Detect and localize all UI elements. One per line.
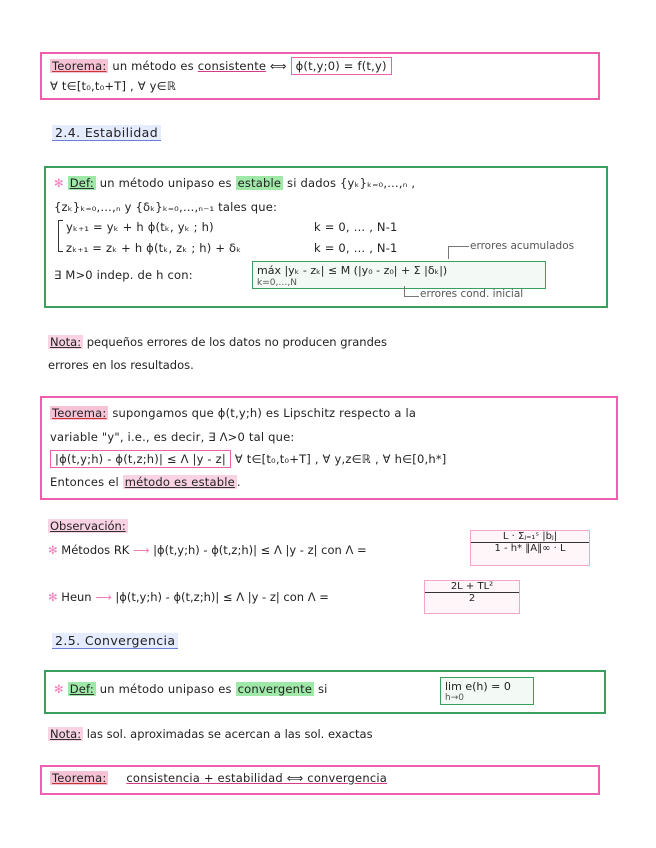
rk-fraction-top: L · Σⱼ₌₁ˢ |bⱼ| — [471, 531, 589, 543]
note-2-line — [48, 727, 373, 741]
theorem-equivalence-text: consistencia + estabilidad ⟺ — [126, 771, 308, 785]
def-stable-eq2: zₖ₊₁ = zₖ + h ϕ(tₖ, zₖ ; h) + δₖ — [66, 241, 242, 255]
note-1-line1 — [48, 335, 387, 349]
stable-word: estable — [237, 176, 282, 190]
star-icon: ✻ — [54, 176, 64, 190]
theorem-text: un método es — [108, 59, 198, 73]
lipschitz-quantifiers: ∀ t∈[t₀,t₀+T] , ∀ y,z∈ℝ , ∀ h∈[0,h*] — [230, 452, 447, 466]
stability-inequality: máx |yₖ - zₖ| ≤ M (|y₀ - z₀| + Σ |δₖ|) — [257, 264, 448, 277]
observation-heun-line — [48, 590, 329, 604]
theorem-lipschitz-line4 — [50, 475, 241, 489]
heun-fraction-top: 2L + TL² — [425, 581, 519, 593]
def-stable-line1 — [54, 176, 415, 190]
note-text: las sol. aproximadas se acercan a las sol. exactas — [83, 727, 373, 741]
convergence-word: convergencia — [307, 771, 387, 785]
section-2-5-title: 2.5. Convergencia — [52, 633, 178, 648]
theorem-consistency-line2: ∀ t∈[t₀,t₀+T] , ∀ y∈ℝ — [50, 79, 177, 93]
iff-symbol: ⟺ — [266, 59, 291, 73]
def-stable-eq1-k: k = 0, … , N-1 — [314, 220, 398, 234]
theorem-conclusion-pre: Entonces el — [50, 475, 123, 489]
rk-lambda-fraction — [470, 530, 590, 566]
arrow-right-icon: ⟶ — [133, 543, 154, 557]
stability-inequality-box — [252, 261, 546, 289]
theorem-lipschitz-line3 — [50, 452, 446, 466]
def-stable-line5: ∃ M>0 indep. de h con: — [54, 268, 193, 282]
system-brace — [58, 220, 63, 252]
def-text: un método unipaso es — [95, 682, 236, 696]
observation-rk-line — [48, 543, 367, 557]
theorem-equivalence-box — [40, 765, 600, 795]
theorem-consistency-box — [40, 52, 600, 100]
heun-formula: |ϕ(t,y;h) - ϕ(t,z;h)| ≤ Λ |y - z| con Λ = — [115, 590, 329, 604]
def-text-post: si — [314, 682, 328, 696]
note-label: Nota: — [50, 727, 82, 741]
arrow-right-icon: ⟶ — [95, 590, 116, 604]
theorem-text: supongamos que ϕ(t,y;h) es Lipschitz respecto a la — [108, 406, 417, 420]
def-text: un método unipaso es — [95, 176, 236, 190]
annotation-accumulated-errors: errores acumulados — [470, 240, 575, 252]
def-label: Def: — [69, 176, 94, 190]
rk-formula: |ϕ(t,y;h) - ϕ(t,z;h)| ≤ Λ |y - z| con Λ = — [153, 543, 367, 557]
heun-lambda-fraction — [424, 580, 520, 614]
section-2-4-title: 2.4. Estabilidad — [52, 125, 161, 140]
theorem-conclusion-post: . — [236, 475, 241, 489]
lipschitz-formula: |ϕ(t,y;h) - ϕ(t,z;h)| ≤ Λ |y - z| — [50, 450, 231, 468]
convergent-word: convergente — [237, 682, 313, 696]
theorem-label: Teorema: — [52, 406, 107, 420]
annotation-pointer-2 — [404, 286, 419, 297]
note-text: pequeños errores de los datos no producen grandes — [83, 335, 387, 349]
theorem-lipschitz-line2: variable "y", i.e., es decir, ∃ Λ>0 tal que: — [50, 430, 295, 444]
def-stable-line2: {zₖ}ₖ₌₀,…,ₙ y {δₖ}ₖ₌₀,…,ₙ₋₁ tales que: — [54, 200, 278, 214]
star-icon: ✻ — [48, 590, 58, 604]
consistent-word: consistente — [197, 59, 267, 73]
rk-label: Métodos RK — [61, 543, 130, 557]
annotation-initial-errors: errores cond. inicial — [420, 288, 524, 300]
consistency-formula: ϕ(t,y;0) = f(t,y) — [291, 57, 392, 75]
theorem-label: Teorema: — [52, 771, 107, 785]
theorem-consistency-line1 — [50, 59, 392, 73]
star-icon: ✻ — [48, 543, 58, 557]
theorem-equivalence-line — [50, 771, 387, 785]
definition-convergent-box — [44, 670, 606, 714]
annotation-pointer-1 — [448, 246, 469, 259]
stability-inequality-sub: k=0,…,N — [257, 278, 297, 288]
note-label: Nota: — [50, 335, 82, 349]
definition-stable-box — [44, 166, 608, 308]
rk-fraction-bottom: 1 - h* ‖A‖∞ · L — [494, 543, 566, 554]
note-1-line2: errores en los resultados. — [48, 358, 194, 372]
def-text-post: si dados {yₖ}ₖ₌₀,…,ₙ , — [283, 176, 416, 190]
method-stable-phrase: método es estable — [124, 475, 235, 489]
def-stable-eq2-k: k = 0, … , N-1 — [314, 241, 398, 255]
convergence-formula-box — [440, 677, 534, 705]
def-label: Def: — [69, 682, 94, 696]
heun-fraction-bottom: 2 — [468, 593, 476, 604]
heun-label: Heun — [61, 590, 92, 604]
theorem-lipschitz-box — [40, 396, 618, 500]
convergence-formula: lim e(h) = 0 — [445, 680, 511, 693]
def-convergent-line — [54, 682, 328, 696]
convergence-formula-sub: h→0 — [445, 693, 464, 703]
star-icon: ✻ — [54, 682, 64, 696]
def-stable-eq1: yₖ₊₁ = yₖ + h ϕ(tₖ, yₖ ; h) — [66, 220, 214, 234]
observation-title: Observación: — [50, 519, 126, 533]
theorem-label: Teorema: — [52, 59, 107, 73]
theorem-lipschitz-line1 — [50, 406, 416, 420]
